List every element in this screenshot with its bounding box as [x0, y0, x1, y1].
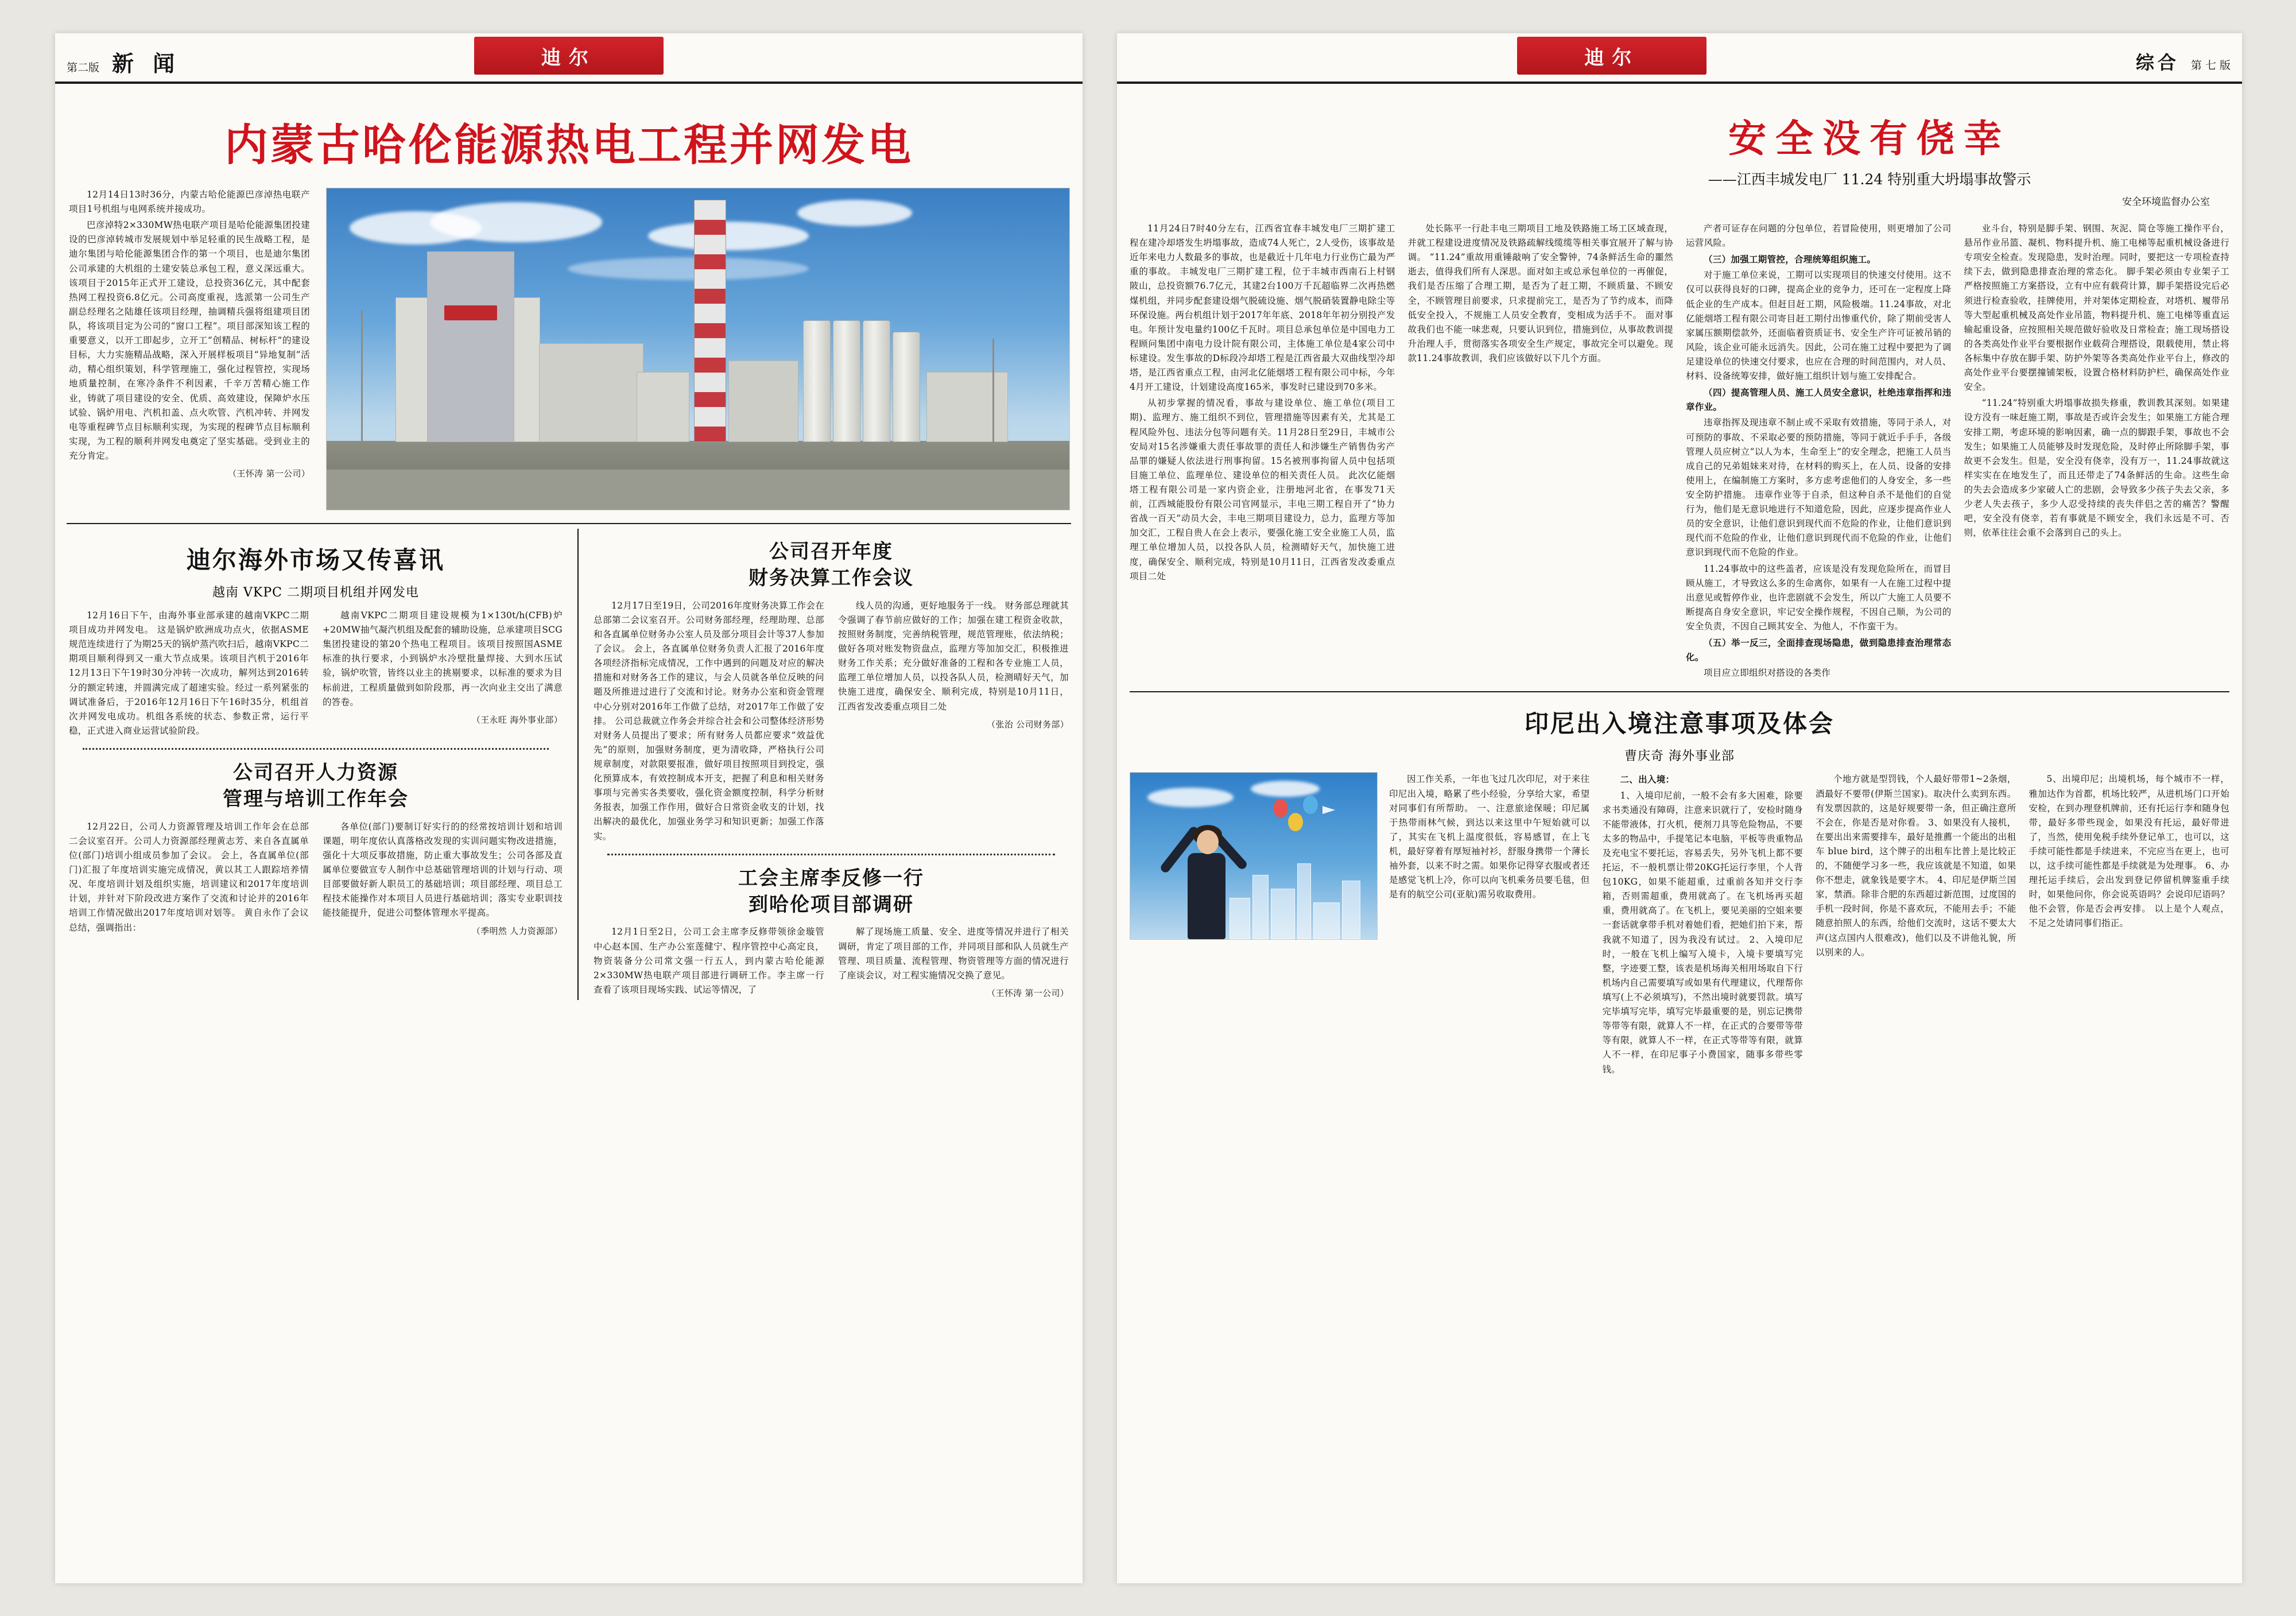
right-masthead-right [2136, 48, 2231, 75]
silo-tank [833, 320, 860, 442]
safety-text-1: 11月24日7时40分左右，江西省宜春丰城发电厂三期扩建工程在建冷却塔发生坍塌事故，造成74人死亡，2人受伤，该事故是近年来电力人数最多的事故，也是截近十几年电力行业伤亡最为严重的事故。 丰城发电厂三期扩建工程，位于丰城市西南石上村钢陂山，总投资额76.7亿元，其建2台100万千瓦超临界二次再热燃煤机组，并同步配套建设烟气脱硫设施、烟气脱硝装置静电除尘等环保设施。两台机组计划于2017年年底、2018年年初分别投产发电。年预计发电量约100亿千瓦时。项目总承包单位是中国电力工程顾问集团中南电力设计院有限公司，主体施工单位是4家公司中标建设。发生事故的D标段冷却塔工程是江西省最大双曲线型冷却塔，是江西省重点工程，由河北亿能烟塔工程有限公司中标，今年4月开工建设，计划建设高度165米，事发时已建设到70多米。 [1130, 223, 1395, 393]
overseas-text-2: 越南VKPC二期项目建设规模为1×130t/h(CFB)炉+20MW抽气凝汽机组及配套的辅助设施，总承建项目SCG集团投建设的第20个热电工程项目。该项目按照国ASME标准的执行要求，小到锅炉水冷壁批量焊接、大到水压试验，锅炉吹管，皆终以业主的挑剔要求，以标准的要求为目标前进，工程质量做到如阶段那，再一次向业主交出了满意的答卷。 [323, 610, 563, 707]
safety-text-11: 项目应立即组织对搭设的各类作 [1704, 668, 1831, 679]
safety-text-5: 对于施工单位来说，工期可以实现项目的快速交付使用。这不仅可以获得良好的口碑，提高企业的竞争力，还可在一定程度上降低企业的生产成本。但赶目赶工期，风险极端。11.24事故，对北亿能烟塔工程有限公司寄目赶工期付出惨重代价，除了期前受害人家属压额期偿款外，还面临着资质证书、安全生产许可证被吊销的风险，该企业可能永远消失。因此，公司在施工过程中要把为了调足建设单位的快速交付要求，也应在合理的时间范围内，对人员、材料、设备统筹安排，做好施工组织计划与施工安排配合。 [1686, 270, 1952, 382]
union-article-title [594, 866, 1069, 919]
building-shape [1342, 881, 1360, 939]
overseas-text-1: 12月16日下午，由海外事业部承建的越南VKPC二期项目成功并网发电。 这是锅炉欧洲成功点火，依据ASME规范连续进行了为期25天的锅炉蒸汽吹扫后，越南VKPC二期项目顺利得到又一重大节点成果。该项目汽机于2016年12月13日下午19时30分冲转一次成功，解列达到2016转分的额定转速，并圆满完成了超速实验。经过一系列紧张的调试准备后，于2016年12月16日下午16时35分，机组首次并网发电成功。机组各系统的状态、参数正常，运行平稳，正式进入商业运营试验阶段。 [69, 610, 309, 736]
left-vertical-rule [577, 529, 579, 1000]
indonesia-subtitle: 二、出入境： [1620, 774, 1675, 785]
hr-col-1 [69, 820, 309, 938]
left-masthead [55, 33, 1083, 84]
left-divider-2 [83, 748, 549, 750]
turbine-hall-building [539, 343, 643, 442]
hr-text-2: 各单位(部门)要制订好实行的的经常按培训计划和培训课题，明年度依认真落格改发现的实训问题实物改进措施，强化十大项反事故措施，防止重大事故发生；公司各部及直属单位要做宣专人制作中总基础管理培训的计划与行动、项目部要做好新人职员工的基础培训；项目部经理、项目总工程技术能操作对本项目人员进行基础培训；落实专业职训技能技能提升，促进公司整体管理水平提高。 [323, 821, 563, 919]
finance-title-line1: 公司召开年度 [769, 540, 893, 563]
overseas-article-title: 迪尔海外市场又传喜讯 [186, 546, 445, 574]
building-shape [1271, 889, 1295, 939]
silo-tank [803, 320, 831, 442]
right-section-title: 综合 [2135, 52, 2179, 73]
overseas-col-2 [323, 609, 563, 740]
overseas-article-subtitle: 越南 VKPC 二期项目机组并网发电 [212, 586, 419, 600]
left-main-headline: 内蒙古哈伦能源热电工程并网发电 [224, 119, 913, 170]
union-title-line2: 到哈伦项目部调研 [748, 893, 914, 916]
union-text-2: 解了现场施工质量、安全、进度等情况并进行了相关调研，肯定了项目部的工作，并同项目部和队人员就生产管理、项目质量、流程管理、物资管理等方面的情况进行了座谈会议，对工程实施情况交换了意见。 [838, 927, 1069, 981]
side-building [728, 361, 798, 442]
transmission-tower [361, 310, 363, 442]
hr-title-line1: 公司召开人力资源 [233, 761, 398, 784]
safety-col-1 [1130, 222, 1395, 682]
finance-signature: （张治 公司财务部） [987, 719, 1069, 730]
safety-col-4 [1964, 222, 2230, 682]
safety-col-3 [1686, 222, 1952, 682]
cloud-shape [648, 222, 809, 250]
right-brand-logo: 迪尔 [1517, 37, 1707, 75]
right-masthead [1117, 33, 2242, 84]
indonesia-text-3: 个地方就是型罚钱，个人最好带带1~2条烟，酒最好不要带(伊斯兰国家)。取决什么卖到东西。有发票因款的，这是好规要带一条，但正确注意所不会在，你是否是对你看。 3、如果没有人接机，在要出出来需要排车，最好是推薦一个能出的出租车 blue bird，这个牌子的出租车比普上是比较正的，不随便学习多一些，我应该就是不知道，如果你不想走，就象钱是要字木。 4、印尼是伊斯兰国家，禁酒。除非合肥的东西超过新范围，过度国的手机一段时间，你是不喜欢玩，不能用去手；不能随意拍照人的东西，给他们交流时，这话不要太大声(这点国内人很难改)，他们以及不讲他礼貌，所以别来的人。 [1816, 774, 2016, 958]
finance-col-1 [594, 599, 824, 846]
indonesia-col-2 [1603, 772, 1804, 1078]
warehouse-building [926, 372, 1008, 442]
left-divider-3 [607, 854, 1055, 855]
finance-article-title [594, 539, 1069, 592]
hr-title-line2: 管理与培训工作年会 [223, 787, 409, 811]
figure-body [1188, 853, 1225, 939]
safety-text-2: 从初步掌握的情况看，事故与建设单位、施工单位(项目工期)、监理方、施工组织不到位，管理措施等因素有关，尤其是工程风险外包、违法分包等问题有关。11月28日至29日，丰城市公安局对15名涉嫌重大责任事故罪的责任人和涉嫌生产销售伪劣产品罪的嫌疑人依法进行刑事拘留。15名被刑事拘留人员中包括项目施工单位、监理单位、建设单位的相关责任人员。 此次亿能烟塔工程有限公司是一家内资企业，注册地河北省，在事发71天前，江西城能股份有限公司官网显示，丰电三期工程自开了“协力省战一百天”动员大会，丰电三期项目建设力，总力，监理方等加加交汇，工程自贵人在会上表示，要强化施工安全业施工人员，监理工单位增加人员，以投各队人员，检测晴好天气，加快施工进度，确保安全、顺利完成，特别是10月11日，江西省发改委重点项目二处 [1130, 398, 1395, 582]
left-masthead-left [67, 46, 180, 77]
right-newspaper-sheet [1117, 33, 2242, 1583]
indonesia-text-2: 1、入境印尼前，一般不会有多大困难，除要求书类通没有障碍，注意来识就行了，安检时随身不能带液体，打火机，便剂刀具等危险物品，不要太多的物品中，手提笔记本电脑，平板等贵重物品及充电宝不要托运，容易丢失，另外飞机上都不要托运，不一般机票让带20KG托运行李里，个人背包10KG，如果不能超重，过重前各知并交行李箱，否则需超重，费用就高了。在飞机场再买超重，费用就高了。在飞机上，要见美丽的空姐来要一套话就拿带手机对着她们看，把她们拍下来，帮我就不知道了，因为我没有试过。 2、入境印尼时，一般在飞机上编写入境卡，入境卡要填写完整，字迹要工整，该表是机场海关相用场取自下行机场内自己需要填写或如果有代理建议，代理帮你填写(上不必须填写)，不然出境时就要罚款。填写完毕填写完毕，填写完毕最重要的是，别忘记携带等带等有限，就算人不一样，在正式的合要带等带等有限，就算人不一样，在正式等带等有限，就算人不一样，在印尼事子小费国家，随事多带些零钱。 [1602, 790, 1803, 1075]
safety-subtitle-3: （三）加强工期管控，合理统筹组织施工。 [1704, 254, 1876, 265]
union-col-2 [838, 925, 1069, 1000]
traveler-figure [1165, 807, 1251, 939]
overseas-col-1 [69, 609, 309, 740]
union-col-1 [594, 925, 824, 1000]
building-shape [1252, 875, 1269, 939]
left-divider-1 [67, 523, 1071, 524]
lead-signature: （王怀涛 第一公司） [228, 468, 310, 479]
figure-head [1197, 830, 1219, 854]
finance-col-2 [838, 599, 1069, 846]
safety-text-6: 违章指挥及现违章不制止或不采取有效措施，等同于杀人，对可预防的事故、不采取必要的预防措施，等同于就近手手手，各级管理人员应树立“以人为本，生命至上”的安全理念，把施工人员当成自己的兄弟姐妹来对待，在材料的购买上，在人员、设备的安排使用上，在编制施工方案时，多方虑考虑他们的人身安全，多一些安全防护措施。 违章作业等于自杀，但这种自杀不是他们的自觉行为，他们是无意识地进行不知道危险，因此，应逐步提高作业人员的安全意识，让他们意识到现代而不危险的作业，让他们意识到现代而不危险的作业，让他们意识到现代而不危险的作业，让他们意识到现代而不危险的作业。 [1686, 417, 1952, 558]
cloud-shape [430, 202, 602, 242]
boiler-tower-building [427, 251, 514, 442]
right-divider-1 [1130, 691, 2229, 692]
left-section-title: 新 闻 [112, 51, 181, 76]
safety-text-10: “11.24”特别重大坍塌事故损失修重，教训教其深刻。如果建设方没有一味赶施工期，事故是否或许会发生；如果施工方能合理安排工期，考虑环境的影响因素，确一点的脚跟手架，事故也不会发生；如果施工人员能够及时发现危险，及时停止所除脚手架，事故更不会发生。但是，安全没有侥幸，没有万一，11.24事故就这样实实在在地发生了，而且还带走了74条鲜活的生命。这些生命的失去会造成多少家破人亡的悲剧，会导致多少孩子失去父亲，多少老人失去孩子，多少人忍受持续的丧失伴侣之苦的痛苦？警醒吧，安全没有侥幸，若有事就是不顾安全，我们永远是不可、否则，依革往往会重不会落到自己的头上。 [1964, 398, 2229, 538]
safety-subtitle-4: （四）提高管理人员、施工人员安全意识，杜绝违章指挥和违章作业。 [1686, 387, 1952, 413]
cloud-shape [568, 257, 809, 280]
building-shape [1297, 863, 1311, 939]
left-lead-text [69, 188, 310, 510]
hr-col-2 [323, 820, 563, 938]
indonesia-text-1: 因工作关系，一年也飞过几次印尼，对于来往印尼出入境，略累了些小经验，分享给大家，希望对同事们有所帮助。 一、注意旅途保暖；印尼属于热带雨林气候，到达以来这里中午短始就可以了，其实在飞机上温度很低，容易感冒，在上飞机，最好穿着有厚短袖衬衫，舒服身携带一个薄长袖外套，以来不时之需。如果你记得穿衣服或者还是感觉飞机上冷，你可以向飞机乘务员要毛毯，但是有的航空公司(亚航)需另收取费用。 [1389, 774, 1590, 900]
airplane-icon [1322, 806, 1335, 814]
building-shape [1313, 902, 1340, 939]
indonesia-text-4: 5、出境印尼；出境机场，每个城市不一样，雅加达作为首都，机场比较严，从进机场门口开始安检，在到办理登机牌前，还有托运行李和随身包带，最好多带些现金，如果没有托运，最好带进了，当然，使用免税手续外登记单工，也可以，这手续可能性都是手续进来，不完应当在更上，也可以，这手续可能性都是手续就是为处理事。 6、办理托运手续后，会出发到登记停留机牌鉴重手续时，如果他问你，你会说英语吗？会说印尼语吗？他不会管，你是否会再安排。 以上是个人观点，不足之处请同事们指正。 [2029, 774, 2229, 929]
safety-subheadline: ——江西丰城发电厂 11.24 特别重大坍塌事故警示 [1708, 171, 2031, 188]
chimney-stack [694, 200, 726, 442]
left-newspaper-sheet [55, 33, 1083, 1583]
left-page-label: 第二版 [67, 61, 100, 74]
left-brand-logo: 迪尔 [474, 37, 664, 75]
indonesia-col-1 [1389, 772, 1590, 1078]
indonesia-col-4 [2029, 772, 2230, 1078]
plant-logo-sign [444, 305, 497, 320]
union-text-1: 12月1日至2日，公司工会主席李反修带领徐金璇管中心赵本国、生产办公室莲健宁、程序管控中心高定良，物资装备分公司常文强一行五人，到内蒙古哈伦能源2×330MW热电联产项目部进行调研工作。李主席一行查看了该项目现场实践、试运等情况，了 [594, 927, 824, 995]
power-plant-photo [326, 188, 1070, 510]
hr-text-1: 12月22日，公司人力资源管理及培训工作年会在总部二会议室召开。公司人力资源部经理黄志芳、来自各直属单位(部门)培训小组成员参加了会议。 会上，各直属单位(部门)汇报了年度培训实施完成情况，黄以其工人跟踪培养情况、年度培训计划及组织实施，培训建议和2017年度培训计划，并针对下阶段改进方案作了交流和讨论并的2016年培训工作情况做出2017年度培训对划等。 黄自永作了会议总结，强调指出： [69, 821, 309, 933]
hr-signature: （季明然 人力资源部） [471, 925, 563, 936]
silo-tank [863, 320, 890, 442]
lead-p2: 巴彦淖特2×330MW热电联产项目是哈伦能源集团投建设的巴彦淖转城市发展规划中举足轻重的民生战略工程，是迪尔集团与哈伦能源集团合作的第一个项目，也是迪尔集团公司承建的大机组的土建安装总承包工程，意义深远重大。该项目于2015年正式开工建设，总投资36亿元，其中配套热网工程投资6.8亿元。公司高度重视，选派第一公司生产副总经理名之陆雄任该项目经理，抽调精兵强将组建项目团队，将该项目定为公司的“窗口工程”。项目部深知该工程的重要意义，以开工即起步，立开工“创精品、树标杆”的建设目标，大力实施精品战略，深入开展样板项目“异地复制”活动，精心组织策划，科学管理施工，强化过程管控，实现场地质量控制，在寒冷条件不利因素，千辛万苦精心施工作业，铸就了项目建设的安全、优质、高效建设，保障炉水压试验、锅炉用电、汽机扣盖、点火吹管、汽机冲转、并网发电等重程碑节点目标顺利实现，为实现的程碑节点目标顺利实现，为工程的顺利并网发电奠定了坚实基础。受到业主的充分肯定。 [69, 220, 310, 461]
silo-tank [893, 332, 920, 442]
safety-headline: 安全没有侥幸 [1728, 116, 2011, 161]
indonesia-article-title: 印尼出入境注意事项及体会 [1524, 710, 1835, 738]
union-title-line1: 工会主席李反修一行 [738, 866, 924, 890]
overseas-signature: （王永旺 海外事业部） [471, 714, 563, 725]
traveler-photo [1130, 772, 1378, 940]
finance-title-line2: 财务决算工作会议 [748, 566, 914, 590]
finance-text-2: 线人员的沟通，更好地服务于一线。 财务部总理就其令强调了春节前应做好的工作；加强在建工程资金收款，按照财务制度，完善纳税管理，规范管理账，依法纳税；做好各项对账发物资盘点，监理方等加加交汇，积极推进财务工作关系；充分做好准备的工程和各专业施工人员，监理工单位增加人员，以投各队人员，检测晴好天气，加快施工进度，确保安全、顺利完成，特别是10月11日，江西省发改委重点项目二处 [838, 600, 1069, 712]
safety-text-7: 11.24事故中的这些盖者，应该是没有发现危险所在，而冒目顾从施工，才导致这么多的生命离你，如果有一人在施工过程中提出意见或暂停作业，也许悲剧就不会发生，所以广大施工人员要不断提高自身安全意识，牢记安全操作规程，不因自己顺，为公司的安全负责，不因自己顾其安全、为他人，不作蛮干为。 [1686, 563, 1952, 631]
hr-article-title [69, 760, 563, 813]
right-page-label: 第 七 版 [2190, 59, 2231, 72]
safety-subtitle-5: （五）举一反三，全面排查现场隐患，做到隐患排查治理常态化。 [1686, 637, 1952, 663]
indonesia-byline: 曹庆奇 海外事业部 [1624, 749, 1735, 764]
safety-text-4: 产者可证存在问题的分包单位，若冒险使用，则更增加了公司运营风险。 [1686, 223, 1952, 249]
lead-p1: 12月14日13时36分，内蒙古哈伦能源巴彦淖热电联产项目1号机组与电网系统并接成功。 [69, 189, 310, 215]
safety-col-2 [1408, 222, 1674, 682]
photo-yard [327, 470, 1069, 510]
safety-text-9: 业斗台，特别是脚手架、钢围、灰泥、简仓等施工操作平台，悬吊作业吊篮、凝机、物料提升机、施工电梯等起重机械设备进行专项安全检查。发现隐患，发时治理。同时，要把这一专项检查持续下去，做到隐患排查治理的常态化。 脚手架必须由专业架子工严格按照施工方案搭设，立有中应有载荷计算，脚手架搭设完后必须进行检查验收，挂牌使用，并对架体定期检查，对塔机、履带吊等大型起重机械及高处作业吊篮，物料提升机、施工电梯等重直运输起重设备，应按照相关规范做好验收及日常检查；施工现场搭设的各类高处作业平台要根据作业载荷合理搭设，限载使用，禁止将各标集中存放在脚手架、防护外架等各类高处作业平台上，修改的高处作业平台要摆撞铺架板，设置合格材料防护栏，确保高处作业安全。 [1964, 223, 2229, 393]
transmission-tower [992, 339, 994, 442]
finance-text-1: 12月17日至19日，公司2016年度财务决算工作会在总部第二会议室召开。公司财务部经理，经理助理、总部和各直属单位财务办公室人员及部分项目会计等37人参加了会议。 会上，各直属单位财务负责人汇报了2016年度各项经济指标完成情况，工作中遇到的问题及对应的解决措施和对财务各工作的建议，与会人员就各单位反映的问题及所推进过进行了交流和讨论。财务办公室和资金管理中心分别对2016年工作做了总结，对2017年工作做了安排。 公司总裁就立作务会并综合社会和公司整体经济形势对财务人员提出了要求；所有财务人员都应要求“效益优先”的原则，加强财务制度，更为清收降，严格执行公司规章制度，对款限要报准，做好项目按照项目到投定，强化预算成本，有效控制成本开支，把握了利息和相关财务事项与完善实各类要收，强化资金额度控制，科学分析财务报表，加强工作作用，做好合日常资金收支的计划，找出解决的最优化，加强业务学习和知识更新；加强工作落实。 [594, 600, 824, 842]
annex-building [637, 372, 689, 442]
safety-text-3: 处长陈平一行赴丰电三期项目工地及铁路施工场工区域查现，并就工程建设进度情况及铁路疏解线缆缆等相关事宜展开了解与协调。 “11.24”重故用重锤敲响了安全警钟，74条鲜活生命的噩然逝去，值得我们所有人深思。面对如主或总承包单位的一再催促，我们是否压缩了合理工期，是否为了赶工期，不顾质量、不顾安全，不顾管理目前要求，只求提前完工，是否为了节约成本，而降低安全投入，不规施工人员安全教育，变相成为活手不。 面对事故我们也不能一味悲观，只要认识到位，措施到位，从事故教训提升治理人手，贯彻落实各项安全生产规定，事故完全可以避免。现款11.24事故教训，我们应该做好以下几个方面。 [1407, 223, 1673, 363]
indonesia-col-3 [1816, 772, 2016, 1078]
union-signature: （王怀涛 第一公司） [987, 987, 1069, 998]
cloud-shape [797, 200, 912, 226]
safety-byline: 安全环境监督办公室 [2122, 196, 2210, 208]
